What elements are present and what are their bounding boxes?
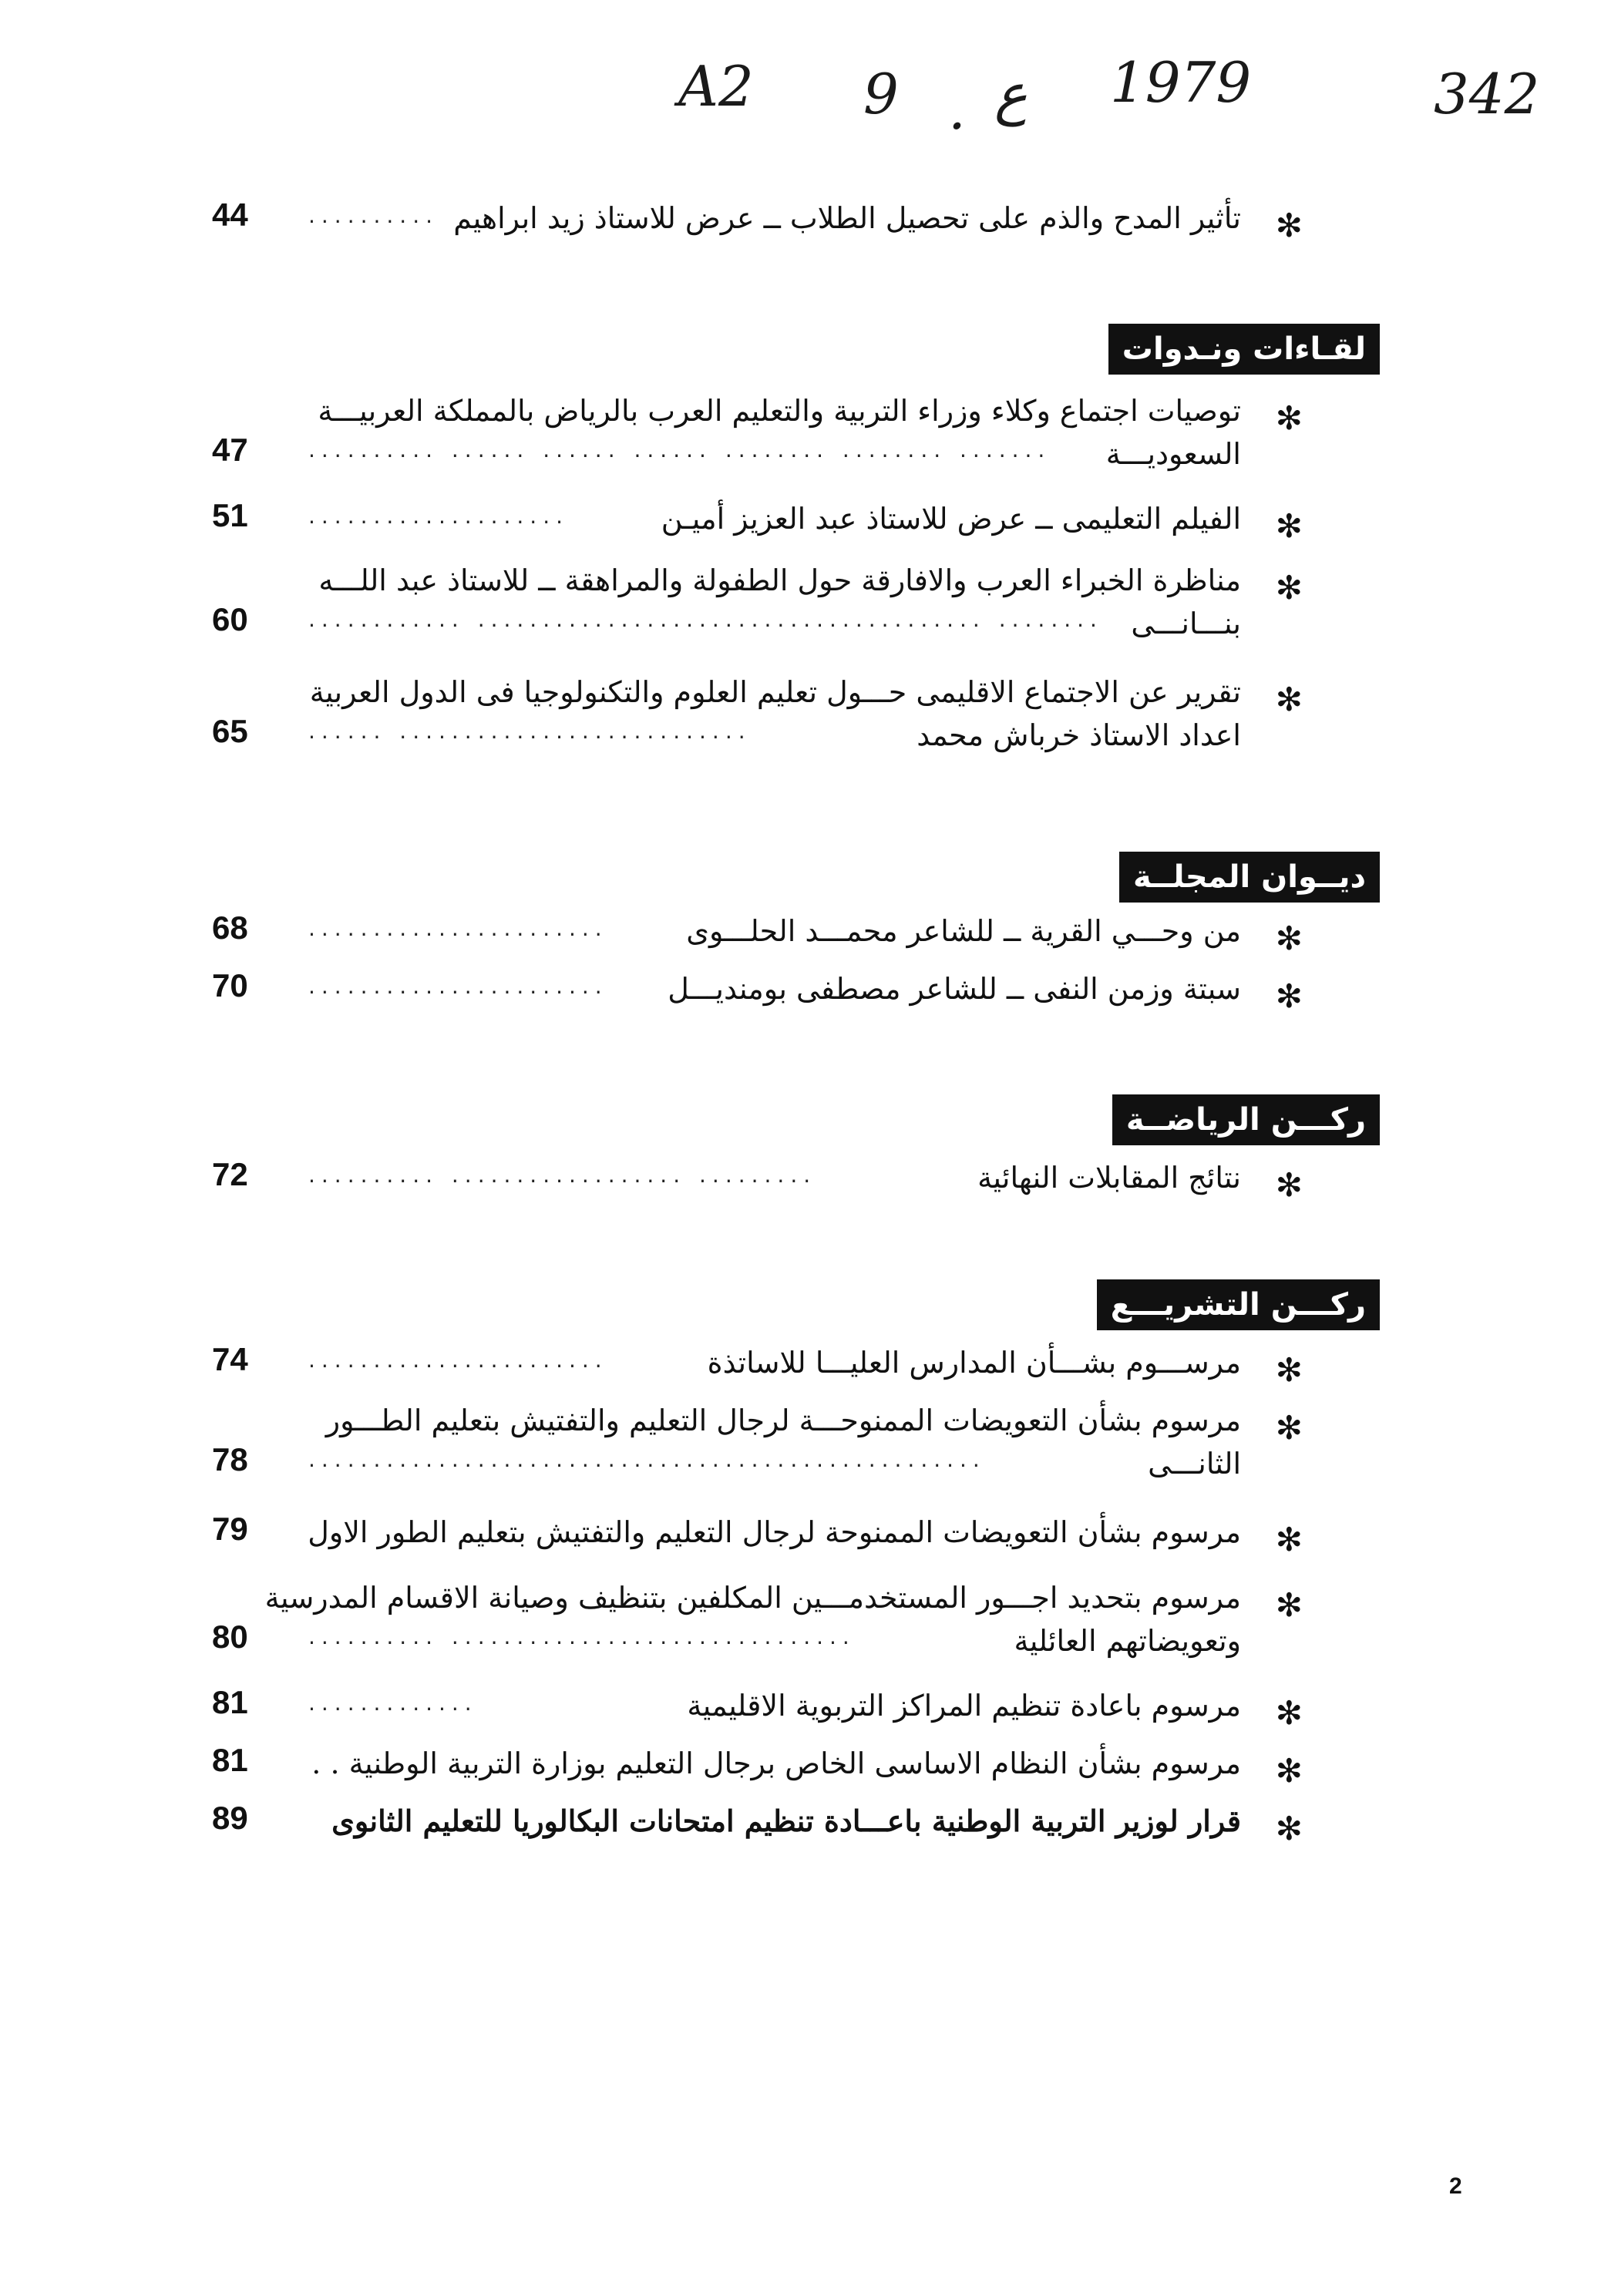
- handwritten-dot: .: [948, 77, 966, 142]
- page-number: 51: [212, 497, 248, 533]
- dot-leader: ..........: [308, 203, 439, 228]
- page-number: 81: [212, 1684, 248, 1720]
- asterisk-icon: ✻: [1275, 1694, 1303, 1732]
- asterisk-icon: ✻: [1275, 1752, 1303, 1790]
- dot-leader: ....................: [308, 503, 570, 529]
- entry-title: قرار لوزير التربية الوطنية باعـــادة تنظيم امتحانات البكالوريا للتعليم الثانوى: [331, 1804, 1241, 1838]
- toc-entry: [139, 1399, 1303, 1485]
- page-number: 72: [212, 1156, 248, 1192]
- toc-entry: [139, 389, 1303, 476]
- section-header-sports: ركـــن الرياضــة: [1112, 1094, 1380, 1145]
- entry-title: مرسوم بشأن التعويضات الممنوحة لرجال التعليم والتفتيش بتعليم الطور الاول: [308, 1515, 1241, 1549]
- dot-leader: .......................: [308, 973, 608, 999]
- page-footer-number: 2: [1449, 2173, 1462, 2199]
- dot-leader: .......... .................. .........: [308, 1162, 817, 1188]
- asterisk-icon: ✻: [1275, 1409, 1303, 1447]
- entry-title: مرسوم باعادة تنظيم المراكز التربوية الاقليمية: [687, 1689, 1241, 1723]
- toc-entry: [139, 1684, 1303, 1732]
- page-number: 65: [212, 713, 248, 749]
- asterisk-icon: ✻: [1275, 1586, 1303, 1624]
- toc-entry: [139, 559, 1303, 645]
- handwritten-ref: A2: [678, 54, 754, 119]
- entry-title: نتائج المقابلات النهائية: [977, 1161, 1241, 1195]
- entry-title: مرســـوم بشـــأن المدارس العليـــا للاساتذة: [707, 1346, 1241, 1380]
- entry-title-line: الثانـــى: [1148, 1447, 1241, 1481]
- entry-title-line: مرسوم بشأن التعويضات الممنوحـــة لرجال التعليم والتفتيش بتعليم الطـــور: [325, 1403, 1241, 1437]
- asterisk-icon: ✻: [1275, 569, 1303, 607]
- toc-entry: [139, 967, 1303, 1015]
- toc-entry: [139, 1800, 1303, 1847]
- asterisk-icon: ✻: [1275, 1166, 1303, 1204]
- toc-entry: [139, 909, 1303, 957]
- section-header-journal-poetry: ديــوان المجلــة: [1119, 852, 1380, 903]
- page-number: 74: [212, 1341, 248, 1377]
- page-number: 47: [212, 432, 248, 468]
- toc-entry: [139, 197, 1303, 244]
- section-header-legislation: ركـــن التشريـــع: [1097, 1279, 1380, 1330]
- entry-title-line: بنـــانـــى: [1131, 607, 1241, 640]
- asterisk-icon: ✻: [1275, 1351, 1303, 1389]
- handwritten-number: 9: [863, 62, 899, 126]
- entry-title-line: مرسوم بتحديد اجـــور المستخدمـــين المكلفين بتنظيف وصيانة الاقسام المدرسية: [264, 1581, 1241, 1615]
- asterisk-icon: ✻: [1275, 977, 1303, 1015]
- page-number: 44: [212, 197, 248, 233]
- toc-entry: [139, 1576, 1303, 1662]
- entry-title: مرسوم بشأن النظام الاساسى الخاص برجال التعليم بوزارة التربية الوطنية . .: [311, 1746, 1241, 1780]
- asterisk-icon: ✻: [1275, 919, 1303, 957]
- entry-title: تأثير المدح والذم على تحصيل الطلاب ــ عرض للاستاذ زيد ابراهيم: [453, 201, 1241, 235]
- entry-title-line: توصيات اجتماع وكلاء وزراء التربية والتعليم العرب بالرياض بالمملكة العربيـــة: [318, 394, 1241, 428]
- asterisk-icon: ✻: [1275, 399, 1303, 437]
- entry-title-line: وتعويضاتهم العائلية: [1014, 1624, 1241, 1658]
- dot-leader: ...... ...........................: [308, 718, 752, 744]
- entry-title-line: مناظرة الخبراء العرب والافارقة حول الطفولة والمراهقة ــ للاستاذ عبد اللـــه: [318, 563, 1241, 597]
- page-number: 79: [212, 1511, 248, 1547]
- entry-title: من وحـــي القرية ــ للشاعر محمـــد الحلـــوى: [686, 914, 1241, 948]
- page-number: 78: [212, 1441, 248, 1477]
- handwritten-letter: ع: [994, 62, 1028, 126]
- page-number: 70: [212, 967, 248, 1003]
- dot-leader: .......... ...... ...... ...... ........ ........ .......: [308, 437, 1051, 462]
- handwritten-archive-number: 342: [1434, 62, 1540, 126]
- page-number: 89: [212, 1800, 248, 1836]
- entry-title: الفيلم التعليمى ــ عرض للاستاذ عبد العزيز أميـن: [661, 502, 1241, 536]
- toc-entry: [139, 671, 1303, 757]
- dot-leader: ....................................................: [308, 1447, 986, 1472]
- section-header-meetings: لقـاءات ونـدوات: [1108, 324, 1380, 375]
- entry-title-line: السعوديـــة: [1105, 437, 1241, 471]
- asterisk-icon: ✻: [1275, 207, 1303, 244]
- page-number: 68: [212, 909, 248, 946]
- asterisk-icon: ✻: [1275, 681, 1303, 718]
- toc-entry: [139, 497, 1303, 545]
- toc-entry: [139, 1156, 1303, 1204]
- dot-leader: ............ ....................................... ........: [308, 607, 1103, 632]
- handwritten-year: 1979: [1110, 50, 1252, 115]
- asterisk-icon: ✻: [1275, 1810, 1303, 1847]
- toc-entry: [139, 1742, 1303, 1790]
- entry-title: سبتة وزمن النفى ــ للشاعر مصطفى بومنديـــل: [668, 972, 1241, 1006]
- dot-leader: .............: [308, 1690, 478, 1716]
- entry-title-line: اعداد الاستاذ خرباش محمد: [917, 718, 1241, 752]
- dot-leader: .......................: [308, 916, 608, 941]
- toc-entry: [139, 1341, 1303, 1389]
- asterisk-icon: ✻: [1275, 1521, 1303, 1558]
- dot-leader: .......................: [308, 1347, 608, 1373]
- toc-entry: [139, 1511, 1303, 1558]
- page-number: 60: [212, 601, 248, 637]
- entry-title-line: تقرير عن الاجتماع الاقليمى حـــول تعليم العلوم والتكنولوجيا فى الدول العربية: [309, 675, 1241, 709]
- page-number: 80: [212, 1619, 248, 1655]
- page-number: 81: [212, 1742, 248, 1778]
- dot-leader: .......... ...............................: [308, 1624, 856, 1649]
- asterisk-icon: ✻: [1275, 507, 1303, 545]
